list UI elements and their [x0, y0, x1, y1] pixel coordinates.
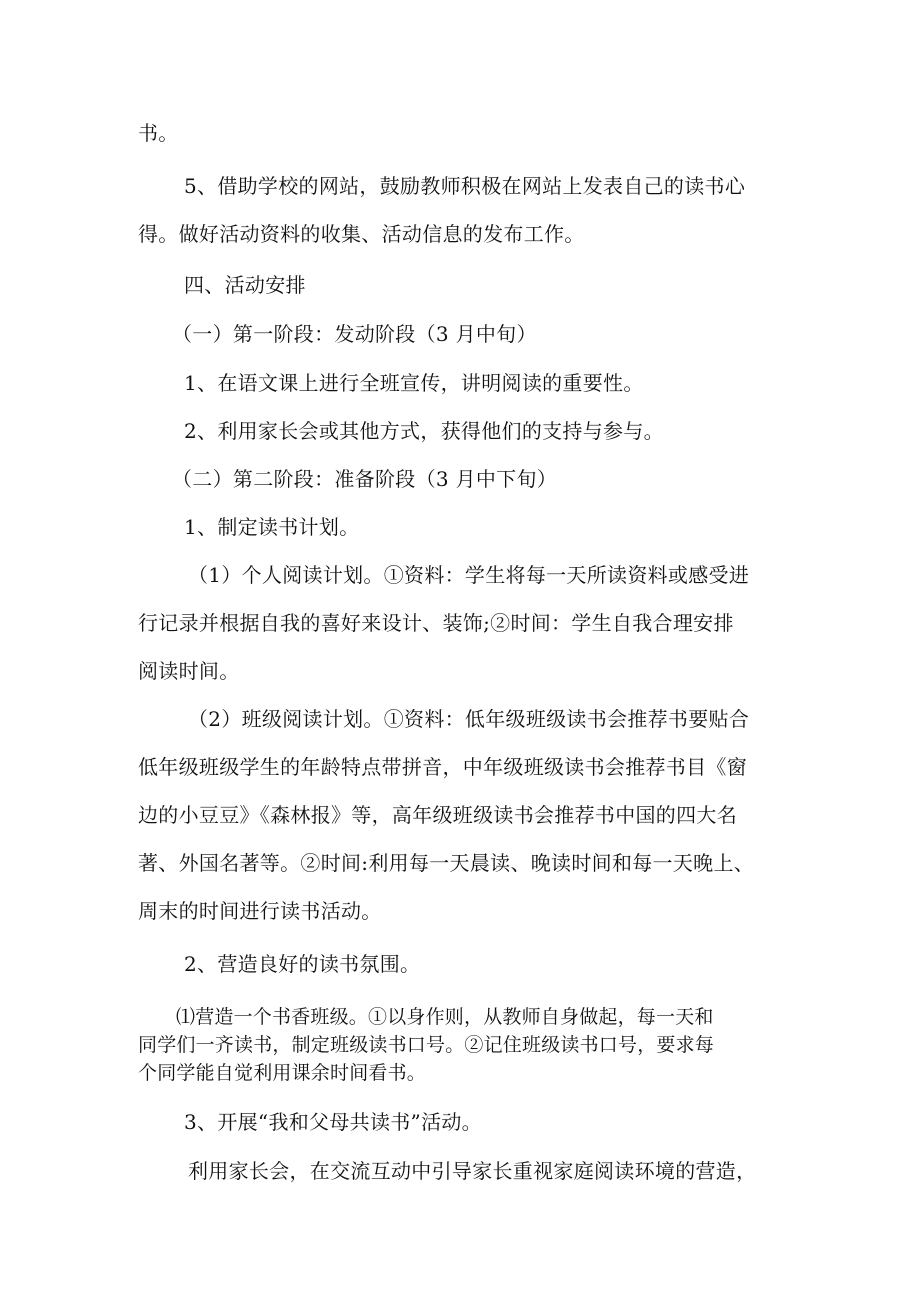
- paragraph-line: 1、在语文课上进行全班宣传，讲明阅读的重要性。: [184, 371, 644, 395]
- paragraph-line: ⑴营造一个书香班级。①以身作则，从教师自身做起，每一天和: [176, 1006, 714, 1028]
- paragraph-line: 3、开展“我和父母共读书”活动。: [184, 1110, 482, 1134]
- subsection-heading: （一）第一阶段：发动阶段（3 月中旬）: [172, 322, 537, 346]
- paragraph-line: 书。: [138, 121, 179, 145]
- paragraph-line: 2、营造良好的读书氛围。: [184, 952, 421, 976]
- paragraph-line: 个同学能自觉利用课余时间看书。: [138, 1062, 427, 1084]
- section-heading: 四、活动安排: [184, 273, 306, 297]
- paragraph-line: 低年级班级学生的年龄特点带拼音，中年级班级读书会推荐书目《窗: [138, 755, 747, 779]
- paragraph-line: 阅读时间。: [138, 659, 240, 683]
- paragraph-line: 1、制定读书计划。: [184, 515, 360, 539]
- paragraph-line: 行记录并根据自我的喜好来设计、装饰;②时间：学生自我合理安排: [138, 611, 734, 635]
- paragraph-line: 周末的时间进行读书活动。: [138, 899, 382, 923]
- paragraph-line: 著、外国名著等。②时间:利用每一天晨读、晚读时间和每一天晚上、: [138, 851, 755, 875]
- paragraph-line: （2）班级阅读计划。①资料：低年级班级读书会推荐书要贴合: [188, 707, 750, 731]
- paragraph-line: 5、借助学校的网站，鼓励教师积极在网站上发表自己的读书心: [184, 174, 746, 198]
- paragraph-line: 利用家长会，在交流互动中引导家长重视家庭阅读环境的营造，: [188, 1159, 757, 1183]
- paragraph-line: 2、利用家长会或其他方式，获得他们的支持与参与。: [184, 419, 664, 443]
- paragraph-line: 同学们一齐读书，制定班级读书口号。②记住班级读书口号，要求每: [138, 1034, 715, 1056]
- subsection-heading: （二）第二阶段：准备阶段（3 月中下旬）: [172, 467, 558, 491]
- paragraph-line: 边的小豆豆》《森林报》等，高年级班级读书会推荐书中国的四大名: [138, 803, 737, 827]
- paragraph-line: （1）个人阅读计划。①资料：学生将每一天所读资料或感受进: [188, 563, 750, 587]
- paragraph-line: 得。做好活动资料的收集、活动信息的发布工作。: [138, 222, 585, 246]
